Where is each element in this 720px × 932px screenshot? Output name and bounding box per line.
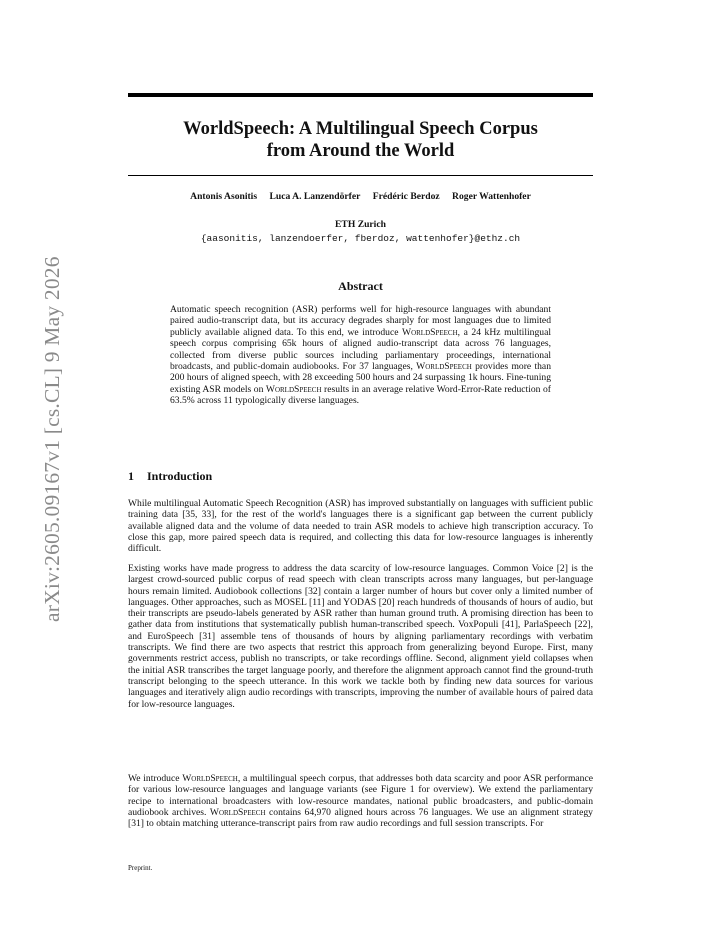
arxiv-identifier: arXiv:2605.09167v1 [cs.CL] 9 May 2026: [40, 256, 64, 622]
author: Roger Wattenhofer: [452, 191, 531, 202]
author: Luca A. Lanzendörfer: [269, 191, 361, 202]
top-rule: [128, 93, 593, 97]
paper-title: [128, 118, 593, 162]
title-rule: [128, 175, 593, 176]
preprint-footer: Preprint.: [128, 864, 153, 872]
section-title: Introduction: [147, 469, 213, 483]
title-line-2: from Around the World: [266, 141, 455, 161]
author: Frédéric Berdoz: [372, 191, 440, 202]
title-line-1: WorldSpeech: A Multilingual Speech Corpus: [183, 119, 538, 139]
intro-paragraph-2: Existing works have made progress to address the data scarcity of low-resource languages. Common Voice [2] is the largest crowd-sourced public corpus of read speech with clean transcripts across many languages, but per-language hours remain limited. Audiobook collections [32] contain a larger number of hours but cover only a limited number of languages. Other approaches, such as MOSEL [11] and YODAS [20] reach hundreds of thousands of hours of audio, but their transcripts are pseudo-labels generated by ASR rather than human ground truth. A promising direction has been to gather data from institutions that systematically publish human-transcribed speech. VoxPopuli [41], ParlaSpeech [22], and EuroSpeech [31] assemble tens of thousands of hours by aligning parliamentary recordings with verbatim transcripts. We find there are two aspects that restrict this approach from generalizing beyond Europe. First, many governments restrict access, publish no transcripts, or take recordings offline. Second, alignment yield collapses when the initial ASR transcribes the target language poorly, and therefore the alignment approach cannot find the ground-truth transcript belonging to the speech utterance. In this work we tackle both by finding new data sources for various languages and iteratively align audio recordings with transcripts, improving the number of available hours of paired data for low-resource languages.: [128, 563, 593, 710]
intro-paragraph-1: While multilingual Automatic Speech Recognition (ASR) has improved substantially on languages with sufficient public training data [35, 33], for the rest of the world's languages there is a significant gap between the current publicly available aligned data and the volume of data needed to train ASR models to achieve high transcription accuracy. To close this gap, more paired speech data is required, and collecting this data for low-resource languages is inherently difficult.: [128, 498, 593, 555]
section-number: 1: [128, 469, 134, 483]
abstract-heading: Abstract: [338, 279, 383, 293]
abstract-text: Automatic speech recognition (ASR) performs well for high-resource languages with abundant paired audio-transcript data, but its accuracy degrades sharply for most languages due to limited publicly available aligned data. To this end, we introduce WorldSpeech, a 24 kHz multilingual speech corpus comprising 65k hours of aligned audio-transcript data across 76 languages, collected from diverse public sources including parliamentary proceedings, international broadcasts, and public-domain audiobooks. For 37 languages, WorldSpeech provides more than 200 hours of aligned speech, with 28 exceeding 500 hours and 24 surpassing 1k hours. Fine-tuning existing ASR models on WorldSpeech results in an average relative Word-Error-Rate reduction of 63.5% across 11 typologically diverse languages.: [170, 304, 551, 407]
author-emails: {aasonitis, lanzendoerfer, fberdoz, wattenhofer}@ethz.ch: [200, 233, 521, 244]
affiliation: ETH Zurich: [335, 219, 386, 230]
section-heading-introduction: [128, 469, 212, 484]
intro-paragraph-3: We introduce WorldSpeech, a multilingual speech corpus, that addresses both data scarcity and poor ASR performance for various low-resource languages and language variants (see Figure 1 for overview). We extend the parliamentary recipe to international broadcasters with low-resource mandates, national public broadcasters, and public-domain audiobook archives. WorldSpeech contains 64,970 aligned hours across 76 languages. We use an alignment strategy [31] to obtain matching utterance-transcript pairs from raw audio recordings and full session transcripts. For: [128, 773, 593, 830]
author: Antonis Asonitis: [190, 191, 258, 202]
author-list: [128, 191, 593, 202]
